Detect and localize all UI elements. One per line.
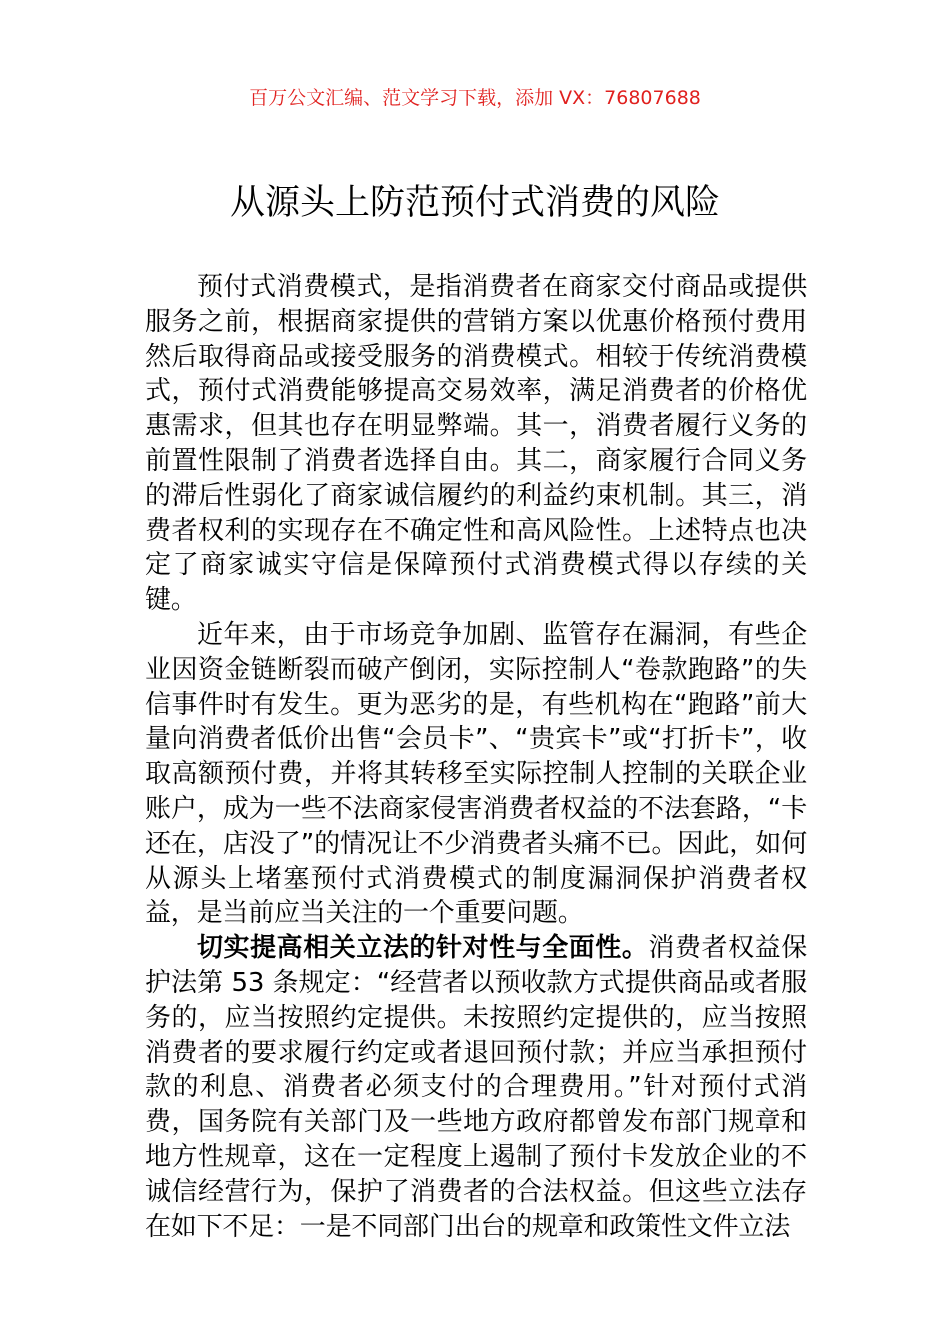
paragraph-2-text: 近年来，由于市场竞争加剧、监管存在漏洞，有些企业因资金链断裂而破产倒闭，实际控制人“卷款跑路”的失信事件时有发生。更为恶劣的是，有些机构在“跑路”前大量向消费者低价出售“会员卡”、“贵宾卡”或“打折卡”，收取高额预付费，并将其转移至实际控制人控制的关联企业账户，成为一些不法商家侵害消费者权益的不法套路，“卡还在，店没了”的情况让不少消费者头痛不已。因此，如何从源头上堵塞预付式消费模式的制度漏洞保护消费者权益，是当前应当关注的一个重要问题。 [145,619,807,929]
paragraph-3-lead-heading: 切实提高相关立法的针对性与全面性。 [197,933,649,964]
paragraph-1-text: 预付式消费模式，是指消费者在商家交付商品或提供服务之前，根据商家提供的营销方案以优惠价格预付费用然后取得商品或接受服务的消费模式。相较于传统消费模式，预付式消费能够提高交易效率，满足消费者的价格优惠需求，但其也存在明显弊端。其一，消费者履行义务的前置性限制了消费者选择自由。其二，商家履行合同义务的滞后性弱化了商家诚信履约的利益约束机制。其三，消费者权利的实现存在不确定性和高风险性。上述特点也决定了商家诚实守信是保障预付式消费模式得以存续的关键。 [145,272,807,616]
paragraph-3-text: 消费者权益保护法第 53 条规定：“经营者以预收款方式提供商品或者服务的，应当按照约定提供。未按照约定提供的，应当按照消费者的要求履行约定或者退回预付款；并应当承担预付款的利息、消费者必须支付的合理费用。”针对预付式消费，国务院有关部门及一些地方政府都曾发布部门规章和地方性规章，这在一定程度上遏制了预付卡发放企业的不诚信经营行为，保护了消费者的合法权益。但这些立法存在如下不足：一是不同部门出台的规章和政策性文件立法 [145,933,807,1242]
document-title: 从源头上防范预付式消费的风险 [229,183,720,223]
paragraph-2 [145,618,807,931]
paragraph-1 [145,270,807,618]
paragraph-3 [145,931,807,1244]
promo-header-line: 百万公文汇编、范文学习下载，添加 VX：76807688 [249,87,701,109]
document-body [145,270,807,1244]
